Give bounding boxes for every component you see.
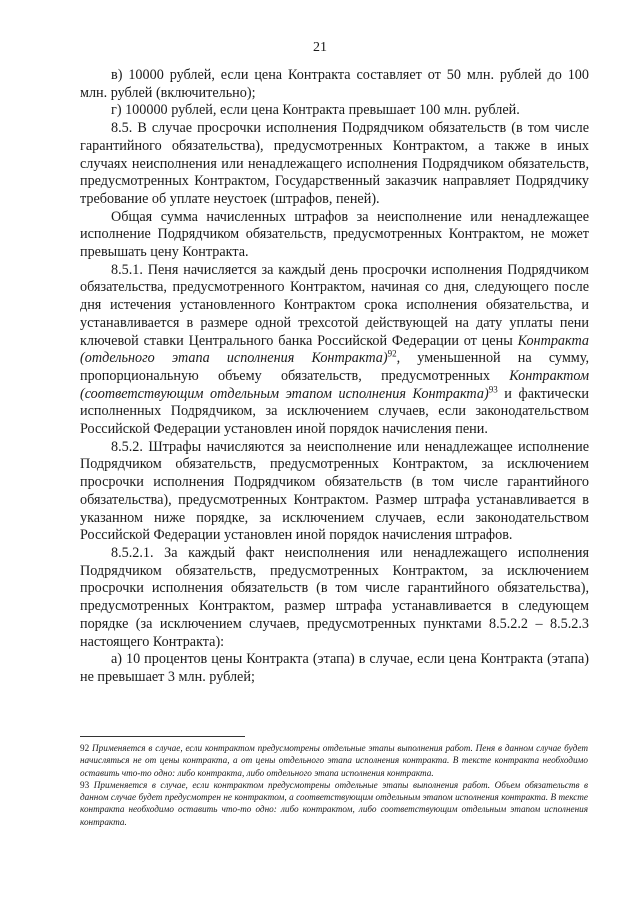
footnote-ref-93[interactable]: 93 — [488, 383, 498, 394]
paragraph-8-5-1 — [80, 262, 589, 439]
footnote-number: 93 — [80, 779, 90, 790]
footnotes-section — [80, 742, 588, 828]
paragraph-total-fines: Общая сумма начисленных штрафов за неисполнение или ненадлежащее исполнение Подрядчиком обязательств, предусмотренных Контрактом, не может превышать цену Контракта. — [80, 208, 589, 261]
page-number: 21 — [313, 40, 327, 55]
paragraph-8-5-2: 8.5.2. Штрафы начисляются за неисполнение или ненадлежащее исполнение Подрядчиком обязательств, предусмотренных Контрактом, за исключением просрочки исполнения Подрядчиком обязательств (в том числе гарантийного обязательства), предусмотренных Контрактом. Размер штрафа устанавливается в указанном ниже порядке, за исключением случаев, если законодательством Российской Федерации установлен иной порядок начисления штрафов. — [80, 438, 589, 544]
footnote-ref-92[interactable]: 92 — [387, 348, 397, 359]
footnote-text: Применяется в случае, если контрактом предусмотрены отдельные этапы выполнения работ. Объем обязательств в данном случае будет предусмотрен не контрактом, а соответствующим отдельным этапом исполнения контракта. В тексте контракта необходимо оставить что-то одно: либо контрактом, либо соответствующим отдельным этапом исполнения контракта. — [80, 779, 588, 827]
paragraph-penalty-g: г) 100000 рублей, если цена Контракта превышает 100 млн. рублей. — [111, 102, 520, 119]
document-body — [80, 67, 589, 687]
paragraph-penalty-v: в) 10000 рублей, если цена Контракта составляет от 50 млн. рублей до 100 млн. рублей (включительно); — [80, 67, 589, 101]
paragraph-item-a: а) 10 процентов цены Контракта (этапа) в случае, если цена Контракта (этапа) не превышает 3 млн. рублей; — [80, 651, 589, 685]
paragraph-8-5: 8.5. В случае просрочки исполнения Подрядчиком обязательств (в том числе гарантийного обязательства), предусмотренных Контрактом, а также в иных случаях неисполнения или ненадлежащего исполнения Подрядчиком обязательств, предусмотренных Контрактом, Государственный заказчик направляет Подрядчику требование об уплате неустоек (штрафов, пеней). — [80, 120, 589, 207]
paragraph-8-5-1-text-a: 8.5.1. Пеня начисляется за каждый день просрочки исполнения Подрядчиком обязательства, предусмотренного Контрактом, начиная со дня, следующего после дня истечения установленного Контрактом срока исполнения обязательства, и устанавливается в размере одной трехсотой действующей на дату уплаты пени ключевой ставки Центрального банка Российской Федерации от цены — [80, 261, 589, 349]
footnote-number: 92 — [80, 743, 90, 753]
footnote-separator — [80, 736, 245, 737]
paragraph-8-5-1-text-e: и фактически исполненных Подрядчиком, за исключением случаев, если законодательством Российской Федерации установлен иной порядок начисления пени. — [80, 385, 590, 438]
paragraph-8-5-1-italic-d: Контрактом (соответствующим отдельным этапом исполнения Контракта) — [80, 367, 589, 402]
paragraph-8-5-1-text-c: , уменьшенной на сумму, пропорциональную объему обязательств, предусмотренных — [80, 350, 590, 384]
footnote-93 — [80, 779, 588, 828]
footnote-text: Применяется в случае, если контрактом предусмотрены отдельные этапы выполнения работ. Пеня в данном случае будет начисляться не от цены контракта, а от цены отдельного этапа исполнения контракта. В тексте контракта необходимо оставить что-то одно: либо контракта, либо отдельного этапа исполнения контракта. — [80, 743, 588, 778]
footnote-92 — [80, 742, 588, 779]
paragraph-8-5-2-1: 8.5.2.1. За каждый факт неисполнения или ненадлежащего исполнения Подрядчиком обязательств, предусмотренных Контрактом, за исключением просрочки исполнения обязательств (в том числе гарантийного обязательства), предусмотренных Контрактом, размер штрафа устанавливается в следующем порядке (за исключением случаев, предусмотренных пунктами 8.5.2.2 – 8.5.2.3 настоящего Контракта): — [80, 544, 589, 650]
paragraph-8-5-1-italic-b: Контракта (отдельного этапа исполнения Контракта) — [80, 332, 589, 367]
